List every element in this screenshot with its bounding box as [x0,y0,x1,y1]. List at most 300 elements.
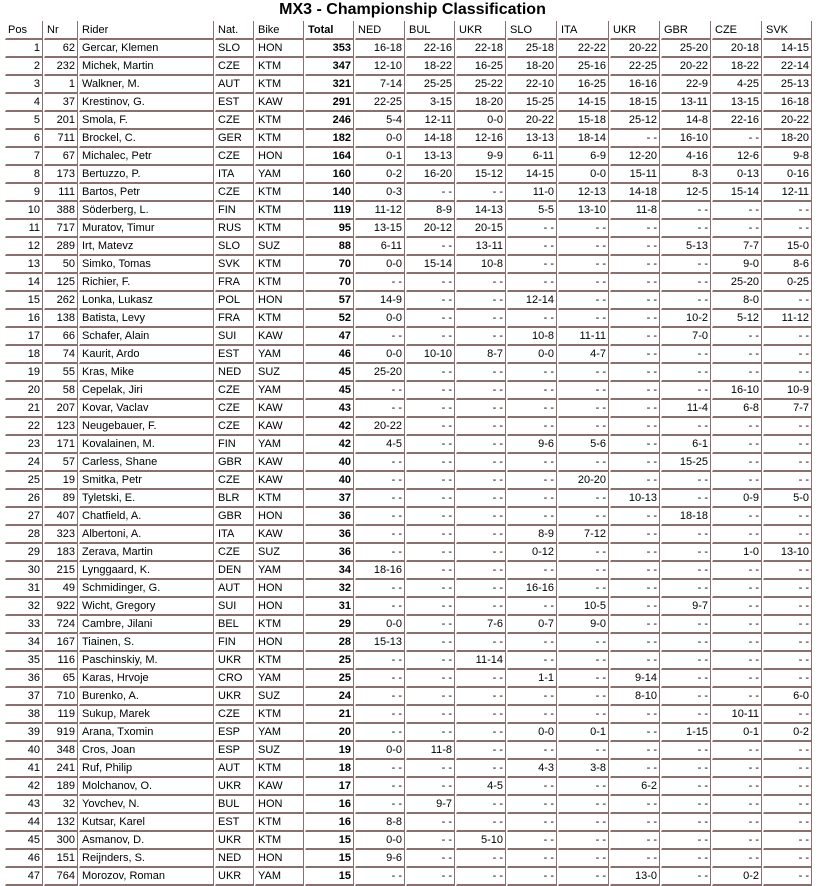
rider-name-cell: Morozov, Roman [79,868,214,886]
rider-number-cell: 300 [44,832,78,850]
race-result-cell: 6-8 [712,400,762,418]
table-row [5,130,812,148]
table-row [5,706,812,724]
position-cell: 44 [5,814,43,832]
race-result-cell: 15-25 [507,94,557,112]
table-row [5,634,812,652]
race-result-cell: - - [507,850,557,868]
race-result-cell: - - [610,436,660,454]
rider-number-cell: 173 [44,166,78,184]
race-result-cell: - - [763,634,812,652]
race-result-cell: 7-6 [456,616,506,634]
race-result-cell: 14-15 [507,166,557,184]
table-row [5,418,812,436]
race-result-cell: - - [558,634,609,652]
table-row [5,526,812,544]
rider-name-cell: Batista, Levy [79,310,214,328]
total-points-cell: 15 [305,832,354,850]
rider-number-cell: 215 [44,562,78,580]
race-result-cell: - - [712,778,762,796]
bike-cell: KTM [255,130,304,148]
table-row [5,364,812,382]
rider-number-cell: 74 [44,346,78,364]
bike-cell: KTM [255,652,304,670]
race-result-cell: 0-0 [507,724,557,742]
race-result-cell: 6-11 [507,148,557,166]
race-result-cell: - - [763,832,812,850]
race-result-cell: 0-1 [355,148,405,166]
race-result-cell: 22-16 [406,40,455,58]
position-cell: 11 [5,220,43,238]
rider-number-cell: 724 [44,616,78,634]
race-result-cell: - - [610,328,660,346]
race-result-cell: - - [763,202,812,220]
position-cell: 2 [5,58,43,76]
rider-name-cell: Kras, Mike [79,364,214,382]
table-row [5,112,812,130]
rider-name-cell: Ruf, Philip [79,760,214,778]
race-result-cell: - - [610,256,660,274]
race-result-cell: - - [456,490,506,508]
race-result-cell: - - [558,580,609,598]
rider-name-cell: Cros, Joan [79,742,214,760]
rider-number-cell: 407 [44,508,78,526]
race-result-cell: - - [712,508,762,526]
total-points-cell: 36 [305,526,354,544]
rider-number-cell: 66 [44,328,78,346]
race-result-cell: - - [507,310,557,328]
bike-cell: HON [255,796,304,814]
race-result-cell: 12-13 [558,184,609,202]
race-result-cell: - - [661,544,711,562]
total-points-cell: 88 [305,238,354,256]
table-row [5,220,812,238]
column-header-cze-8: CZE [712,21,762,40]
position-cell: 21 [5,400,43,418]
nationality-cell: CZE [215,184,254,202]
position-cell: 8 [5,166,43,184]
race-result-cell: - - [763,328,812,346]
position-cell: 19 [5,364,43,382]
race-result-cell: - - [763,472,812,490]
race-result-cell: 12-5 [661,184,711,202]
rider-name-cell: Burenko, A. [79,688,214,706]
rider-name-cell: Reijnders, S. [79,850,214,868]
race-result-cell: - - [406,328,455,346]
race-result-cell: - - [661,868,711,886]
race-result-cell: 10-10 [406,346,455,364]
total-points-cell: 95 [305,220,354,238]
nationality-cell: CZE [215,544,254,562]
race-result-cell: 4-5 [355,436,405,454]
race-result-cell: 18-15 [610,94,660,112]
rider-name-cell: Michalec, Petr [79,148,214,166]
race-result-cell: 14-18 [610,184,660,202]
bike-cell: SUZ [255,688,304,706]
position-cell: 33 [5,616,43,634]
race-result-cell: - - [712,454,762,472]
bike-cell: KAW [255,94,304,112]
race-result-cell: - - [406,400,455,418]
race-result-cell: - - [558,796,609,814]
race-result-cell: 12-11 [406,112,455,130]
race-result-cell: - - [507,634,557,652]
race-result-cell: - - [661,382,711,400]
race-result-cell: 8-0 [712,292,762,310]
race-result-cell: 12-16 [456,130,506,148]
rider-name-cell: Lonka, Lukasz [79,292,214,310]
rider-name-cell: Karas, Hrvoje [79,670,214,688]
race-result-cell: 15-25 [661,454,711,472]
race-result-cell: - - [712,670,762,688]
bike-cell: KTM [255,310,304,328]
race-result-cell: 4-25 [712,76,762,94]
total-points-cell: 28 [305,634,354,652]
race-result-cell: - - [558,832,609,850]
race-result-cell: - - [661,220,711,238]
race-result-cell: 25-22 [456,76,506,94]
nationality-cell: SVK [215,256,254,274]
race-result-cell: - - [558,562,609,580]
race-result-cell: 5-0 [763,490,812,508]
race-result-cell: - - [456,310,506,328]
position-cell: 18 [5,346,43,364]
race-result-cell: - - [558,256,609,274]
race-result-cell: 0-2 [763,724,812,742]
race-result-cell: - - [558,742,609,760]
classification-table [4,21,813,886]
race-result-cell: - - [507,256,557,274]
race-result-cell: - - [661,292,711,310]
race-result-cell: 13-11 [661,94,711,112]
race-result-cell: - - [712,562,762,580]
race-result-cell: - - [661,652,711,670]
race-result-cell: - - [763,814,812,832]
position-cell: 7 [5,148,43,166]
race-result-cell: - - [610,544,660,562]
race-result-cell: - - [406,778,455,796]
race-result-cell: 12-10 [355,58,405,76]
bike-cell: KTM [255,112,304,130]
rider-name-cell: Yovchev, N. [79,796,214,814]
race-result-cell: - - [456,814,506,832]
table-row [5,76,812,94]
race-result-cell: 18-22 [406,58,455,76]
rider-name-cell: Neugebauer, F. [79,418,214,436]
rider-name-cell: Carless, Shane [79,454,214,472]
rider-number-cell: 132 [44,814,78,832]
race-result-cell: - - [763,778,812,796]
race-result-cell: 18-20 [763,130,812,148]
race-result-cell: - - [355,778,405,796]
race-result-cell: - - [610,742,660,760]
race-result-cell: - - [507,238,557,256]
race-result-cell: - - [456,400,506,418]
race-result-cell: - - [406,562,455,580]
rider-name-cell: Chatfield, A. [79,508,214,526]
race-result-cell: - - [610,310,660,328]
bike-cell: YAM [255,436,304,454]
race-result-cell: - - [763,220,812,238]
race-result-cell: - - [610,400,660,418]
race-result-cell: - - [558,688,609,706]
total-points-cell: 182 [305,130,354,148]
race-result-cell: - - [661,490,711,508]
position-cell: 25 [5,472,43,490]
race-result-cell: 0-0 [355,256,405,274]
bike-cell: KTM [255,256,304,274]
race-result-cell: 20-22 [507,112,557,130]
race-result-cell: - - [355,868,405,886]
race-result-cell: - - [763,850,812,868]
rider-name-cell: Wicht, Gregory [79,598,214,616]
race-result-cell: - - [558,364,609,382]
position-cell: 10 [5,202,43,220]
rider-number-cell: 232 [44,58,78,76]
position-cell: 42 [5,778,43,796]
race-result-cell: - - [456,670,506,688]
race-result-cell: 0-7 [507,616,557,634]
total-points-cell: 40 [305,454,354,472]
race-result-cell: - - [456,454,506,472]
rider-name-cell: Tiainen, S. [79,634,214,652]
total-points-cell: 16 [305,796,354,814]
rider-name-cell: Molchanov, O. [79,778,214,796]
race-result-cell: - - [406,670,455,688]
race-result-cell: - - [456,796,506,814]
race-result-cell: 22-9 [661,76,711,94]
nationality-cell: EST [215,346,254,364]
position-cell: 29 [5,544,43,562]
race-result-cell: - - [456,184,506,202]
position-cell: 9 [5,184,43,202]
race-result-cell: - - [558,382,609,400]
nationality-cell: FRA [215,310,254,328]
total-points-cell: 25 [305,670,354,688]
race-result-cell: - - [610,580,660,598]
race-result-cell: - - [712,814,762,832]
race-result-cell: - - [763,706,812,724]
race-result-cell: 9-9 [456,148,506,166]
rider-name-cell: Brockel, C. [79,130,214,148]
race-result-cell: - - [507,868,557,886]
race-result-cell: 16-20 [406,166,455,184]
race-result-cell: - - [610,598,660,616]
race-result-cell: - - [406,688,455,706]
nationality-cell: FRA [215,274,254,292]
bike-cell: KTM [255,202,304,220]
bike-cell: HON [255,634,304,652]
race-result-cell: 10-5 [558,598,609,616]
race-result-cell: 7-7 [712,238,762,256]
total-points-cell: 164 [305,148,354,166]
race-result-cell: - - [507,508,557,526]
race-result-cell: 7-0 [661,328,711,346]
column-header-ita-5: ITA [558,21,609,40]
total-points-cell: 32 [305,580,354,598]
race-result-cell: 13-15 [712,94,762,112]
race-result-cell: 20-18 [712,40,762,58]
race-result-cell: - - [712,688,762,706]
nationality-cell: DEN [215,562,254,580]
total-points-cell: 15 [305,868,354,886]
race-result-cell: - - [661,202,711,220]
bike-cell: YAM [255,868,304,886]
nationality-cell: SUI [215,598,254,616]
table-row [5,796,812,814]
race-result-cell: - - [456,274,506,292]
rider-name-cell: Cepelak, Jiri [79,382,214,400]
rider-number-cell: 57 [44,454,78,472]
table-row [5,742,812,760]
race-result-cell: - - [456,436,506,454]
race-result-cell: - - [456,850,506,868]
race-result-cell: 14-15 [558,94,609,112]
race-result-cell: - - [406,544,455,562]
race-result-cell: - - [661,742,711,760]
race-result-cell: 22-10 [507,76,557,94]
race-result-cell: 18-22 [712,58,762,76]
position-cell: 32 [5,598,43,616]
table-row [5,580,812,598]
race-result-cell: - - [610,814,660,832]
race-result-cell: - - [507,382,557,400]
rider-name-cell: Tyletski, E. [79,490,214,508]
race-result-cell: - - [406,814,455,832]
total-points-cell: 45 [305,364,354,382]
race-result-cell: 5-4 [355,112,405,130]
nationality-cell: AUT [215,760,254,778]
nationality-cell: SLO [215,40,254,58]
table-row [5,670,812,688]
race-result-cell: - - [355,472,405,490]
race-result-cell: - - [355,508,405,526]
rider-number-cell: 62 [44,40,78,58]
race-result-cell: 6-0 [763,688,812,706]
race-result-cell: 11-11 [558,328,609,346]
race-result-cell: - - [712,616,762,634]
rider-number-cell: 49 [44,580,78,598]
column-header-pos: Pos [5,21,43,40]
race-result-cell: - - [712,202,762,220]
rider-name-cell: Albertoni, A. [79,526,214,544]
total-points-cell: 70 [305,256,354,274]
race-result-cell: - - [558,508,609,526]
race-result-cell: - - [558,292,609,310]
race-result-cell: - - [610,274,660,292]
position-cell: 30 [5,562,43,580]
nationality-cell: EST [215,94,254,112]
race-result-cell: - - [661,364,711,382]
race-result-cell: - - [355,382,405,400]
race-result-cell: 22-25 [355,94,405,112]
race-result-cell: 0-0 [507,346,557,364]
race-result-cell: - - [610,472,660,490]
race-result-cell: 0-0 [355,832,405,850]
race-result-cell: - - [355,328,405,346]
bike-cell: KTM [255,274,304,292]
race-result-cell: 8-7 [456,346,506,364]
total-points-cell: 291 [305,94,354,112]
race-result-cell: 18-20 [507,58,557,76]
rider-name-cell: Muratov, Timur [79,220,214,238]
race-result-cell: - - [558,814,609,832]
race-result-cell: - - [456,688,506,706]
nationality-cell: CZE [215,706,254,724]
race-result-cell: 1-1 [507,670,557,688]
race-result-cell: - - [610,562,660,580]
race-result-cell: 14-9 [355,292,405,310]
race-result-cell: - - [558,310,609,328]
race-result-cell: - - [507,742,557,760]
race-result-cell: 13-11 [456,238,506,256]
race-result-cell: - - [507,562,557,580]
bike-cell: SUZ [255,544,304,562]
rider-number-cell: 348 [44,742,78,760]
race-result-cell: - - [610,418,660,436]
race-result-cell: 4-5 [456,778,506,796]
rider-number-cell: 123 [44,418,78,436]
column-header-svk-9: SVK [763,21,812,40]
column-header-bike: Bike [255,21,304,40]
race-result-cell: - - [661,562,711,580]
total-points-cell: 119 [305,202,354,220]
race-result-cell: - - [661,814,711,832]
rider-name-cell: Kovar, Vaclav [79,400,214,418]
race-result-cell: - - [610,652,660,670]
race-result-cell: - - [558,400,609,418]
race-result-cell: 25-20 [712,274,762,292]
race-result-cell: - - [406,652,455,670]
table-row [5,256,812,274]
race-result-cell: 0-2 [712,868,762,886]
race-result-cell: 16-25 [456,58,506,76]
race-result-cell: 20-12 [406,220,455,238]
race-result-cell: 1-15 [661,724,711,742]
race-result-cell: - - [763,562,812,580]
bike-cell: HON [255,580,304,598]
race-result-cell: 4-16 [661,148,711,166]
race-result-cell: - - [712,796,762,814]
race-result-cell: 15-18 [558,112,609,130]
race-result-cell: - - [507,418,557,436]
race-result-cell: 3-8 [558,760,609,778]
race-result-cell: 0-13 [712,166,762,184]
rider-number-cell: 138 [44,310,78,328]
race-result-cell: - - [712,418,762,436]
bike-cell: SUZ [255,742,304,760]
column-header-nat: Nat. [215,21,254,40]
rider-number-cell: 711 [44,130,78,148]
race-result-cell: - - [406,760,455,778]
race-result-cell: 6-11 [355,238,405,256]
position-cell: 40 [5,742,43,760]
race-result-cell: 3-15 [406,94,455,112]
race-result-cell: 22-16 [712,112,762,130]
total-points-cell: 20 [305,724,354,742]
bike-cell: HON [255,850,304,868]
position-cell: 24 [5,454,43,472]
race-result-cell: - - [355,670,405,688]
race-result-cell: 0-1 [558,724,609,742]
rider-number-cell: 207 [44,400,78,418]
rider-number-cell: 50 [44,256,78,274]
race-result-cell: - - [712,472,762,490]
nationality-cell: CZE [215,472,254,490]
position-cell: 26 [5,490,43,508]
position-cell: 41 [5,760,43,778]
race-result-cell: 9-6 [507,436,557,454]
